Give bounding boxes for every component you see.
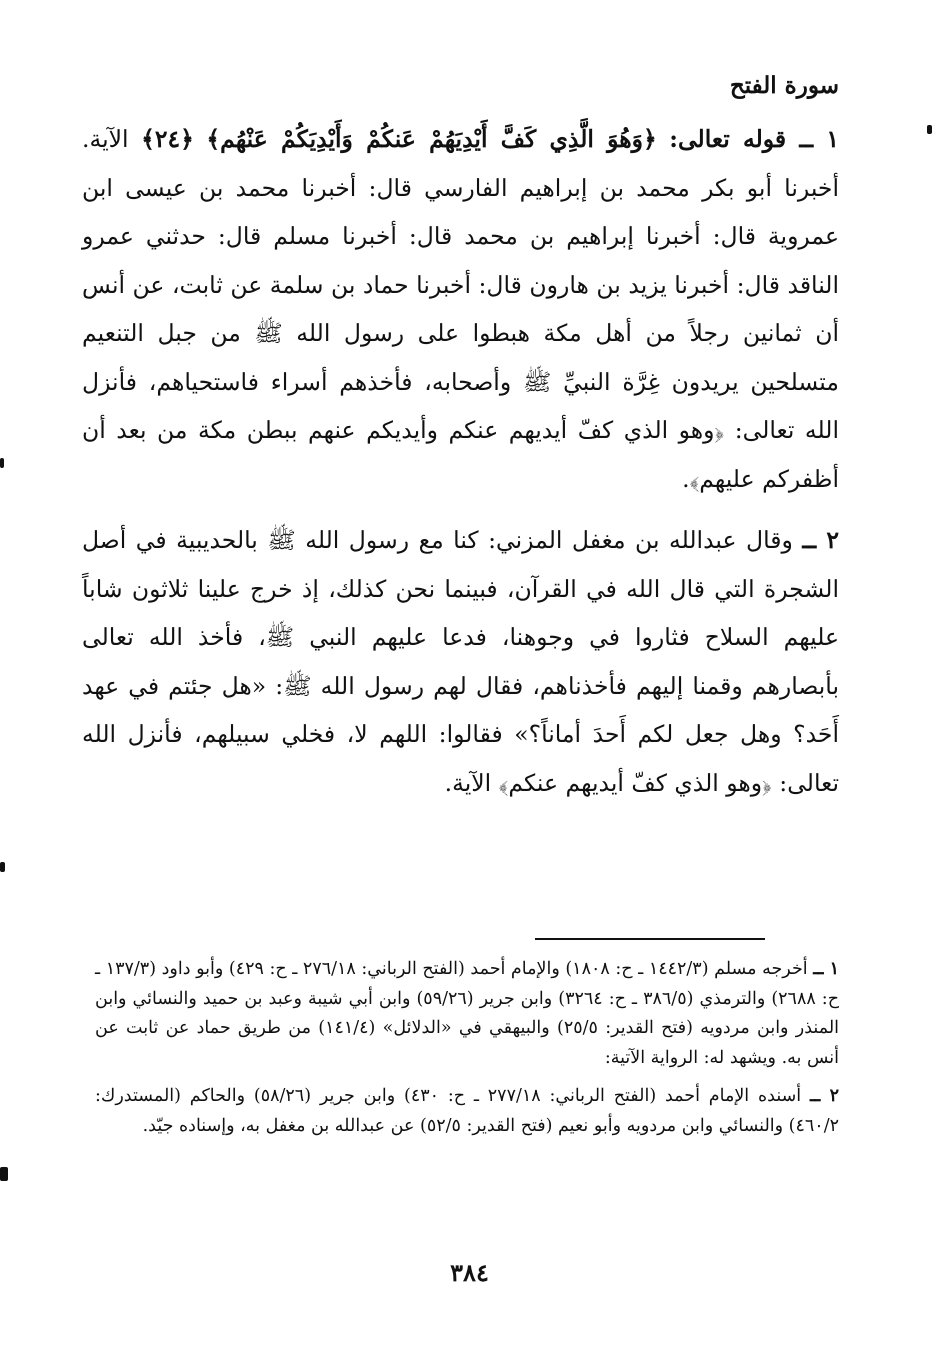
scan-mark [0,1167,8,1181]
footnote-1-number: ١ ــ [813,959,839,979]
footnote-2-text: أسنده الإمام أحمد (الفتح الرباني: ٢٧٧/١٨ ـ ح: ٤٣٠) وابن جرير (٥٨/٢٦) والحاكم (المستدرك: ٤٦٠/٢) والنسائي وابن مردويه وأبو نعيم (فتح القدير: ٥٢/٥) عن عبدالله بن مغفل به، وإسناده جيّد. [95,1086,839,1136]
scan-mark [0,862,5,872]
main-text [82,115,839,807]
paragraph-2-lead: ٢ ــ [802,526,839,554]
paragraph-1-lead: ١ ــ قوله تعالى: [669,125,839,153]
footnotes [95,955,839,1141]
paragraph-1-text: الآية. أخبرنا أبو بكر محمد بن إبراهيم الفارسي قال: أخبرنا محمد بن عيسى ابن عمروية قال: أخبرنا إبراهيم بن محمد قال: أخبرنا مسلم قال: حدثني عمرو الناقد قال: أخبرنا يزيد بن هارون قال: أخبرنا حماد بن سلمة عن ثابت، عن أنس أن ثمانين رجلاً من أهل مكة هبطوا على رسول الله ﷺ من جبل التنعيم متسلحين يريدون غِرَّة النبيِّ ﷺ وأصحابه، فأخذهم أسراء فاستحياهم، فأنزل الله تعالى: ﴿وهو الذي كفّ أيديهم عنكم وأيديكم عنهم ببطن مكة من بعد أن أظفركم عليهم﴾. [82,125,839,493]
scan-mark [0,458,4,468]
paragraph-1 [82,115,839,503]
paragraph-2 [82,516,839,807]
footnote-divider [535,938,765,940]
footnote-1 [95,955,839,1073]
footnote-2 [95,1082,839,1141]
paragraph-2-text: وقال عبدالله بن مغفل المزني: كنا مع رسول الله ﷺ بالحديبية في أصل الشجرة التي قال الله في القرآن، فبينما نحن كذلك، إذ خرج علينا ثلاثون شاباً عليهم السلاح فثاروا في وجوهنا، فدعا عليهم النبي ﷺ، فأخذ الله تعالى بأبصارهم وقمنا إليهم فأخذناهم، فقال لهم رسول الله ﷺ: «هل جئتم في عهد أَحَد؟ وهل جعل لكم أَحدَ أماناً؟» فقالوا: اللهم لا، فخلي سبيلهم، فأنزل الله تعالى: ﴿وهو الذي كفّ أيديهم عنكم﴾ الآية. [82,526,839,797]
ayah-number: ﴿٢٤﴾ [141,125,194,153]
page-number: ٣٨٤ [450,1258,489,1287]
paragraph-1-ayah: ﴿وَهُوَ الَّذِي كَفَّ أَيْدِيَهُمْ عَنكُمْ وَأَيْدِيَكُمْ عَنْهُم﴾ [206,125,657,153]
running-header: سورة الفتح [729,72,839,99]
footnote-1-text: أخرجه مسلم (١٤٤٢/٣ ـ ح: ١٨٠٨) والإمام أحمد (الفتح الرباني: ٢٧٦/١٨ ـ ح: ٤٢٩) وأبو داود (١٣٧/٣ ـ ح: ٢٦٨٨) والترمذي (٣٨٦/٥ ـ ح: ٣٢٦٤) وابن جرير (٥٩/٢٦) وابن أبي شيبة وعبد بن حميد والنسائي وابن المنذر وابن مردويه (فتح القدير: ٢٥/٥) والبيهقي في «الدلائل» (١٤١/٤) من طريق حماد عن ثابت عن أنس به. ويشهد له: الرواية الآتية: [95,959,840,1068]
footnote-2-number: ٢ ــ [809,1086,839,1106]
scan-mark [927,125,932,134]
